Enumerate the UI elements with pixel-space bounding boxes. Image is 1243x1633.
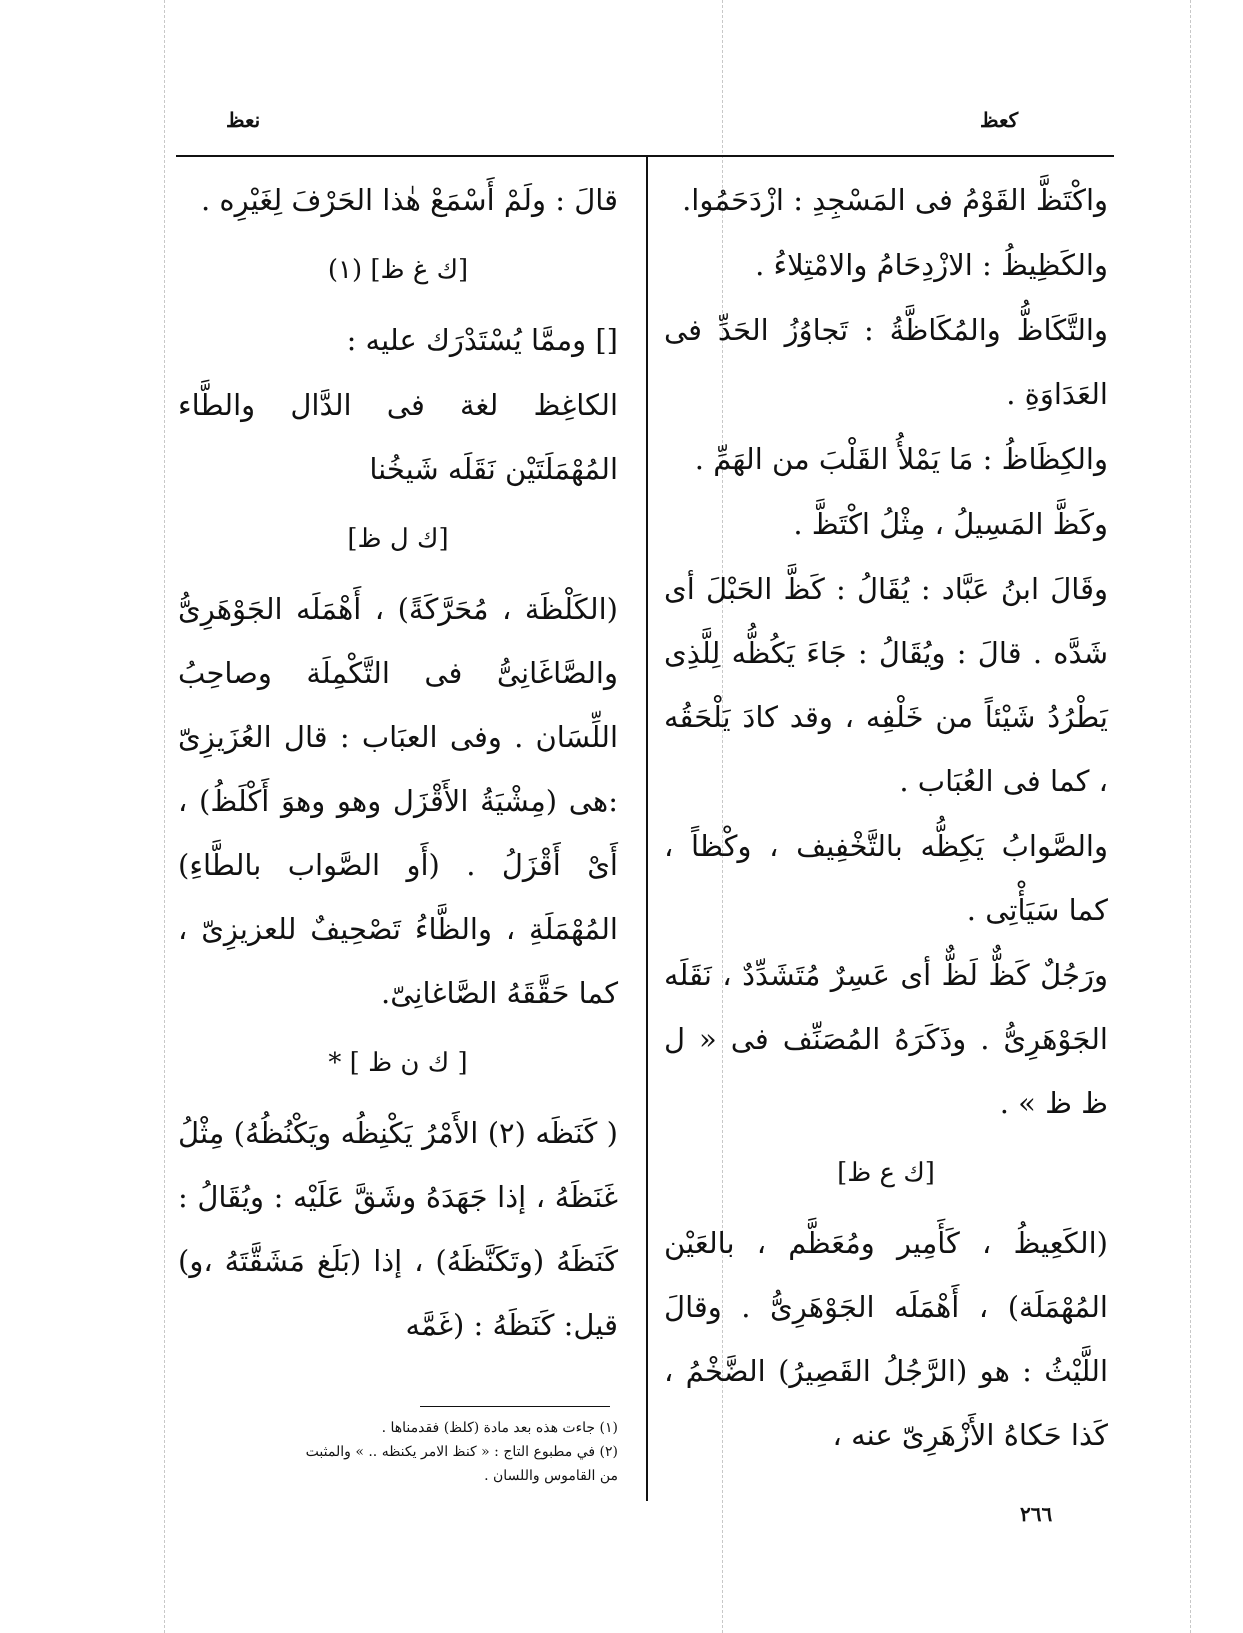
- page-number: ٢٦٦: [1020, 1502, 1053, 1526]
- paragraph: والكِظَاظُ : مَا يَمْلأُ القَلْبَ من الهَمِّ .: [694, 442, 1108, 476]
- footnote: (١) جاءت هذه بعد مادة (كلظ) فقدمناها .: [381, 1420, 618, 1436]
- paragraph: والتَّكَاظُّ والمُكَاظَّةُ : تَجاوُزُ الحَدِّ فى العَدَاوَةِ .: [664, 313, 1108, 411]
- footnotes: [300, 1416, 618, 1488]
- entry-heading: [ك غ ظ] (١): [327, 255, 469, 285]
- header-rule: [176, 155, 1114, 157]
- running-header-left: نعظ: [226, 108, 261, 132]
- paragraph: (الكَعِيظُ ، كَأَمِير ومُعَظَّم ، بالعَيْن المُهْمَلَة) ، أَهْمَلَه الجَوْهَرِىُّ . وقالَ اللَّيْثُ : هو (الرَّجُلُ القَصِيرُ) الضَّخْمُ ، كَذا حَكاهُ الأَزْهَرِىّ عنه ،: [664, 1226, 1108, 1452]
- right-column: [664, 168, 1108, 1468]
- footnote: (٢) في مطبوع التاج : « كنظ الامر يكنظه .. » والمثبت من القاموس واللسان .: [305, 1444, 618, 1484]
- entry-heading: [ ك ن ظ ] *: [328, 1048, 468, 1078]
- paragraph: وقَالَ ابنُ عَبَّاد : يُقَالُ : كَظَّ الحَبْلَ أى شَدَّه . قالَ : ويُقَالُ : جَاءَ يَكُظُّه لِلَّذِى يَطْرُدُ شَيْئاً من خَلْفِه ، وقد كادَ يَلْحَقُه ، كما فى العُبَاب .: [664, 572, 1108, 798]
- running-header-right: كعظ: [980, 108, 1019, 132]
- footnote-rule: [420, 1406, 610, 1407]
- paragraph: (الكَلْظَة ، مُحَرَّكَةً) ، أَهْمَلَه الجَوْهَرِىُّ والصَّاغَانِىُّ فى التَّكْمِلَة وصاحِبُ اللِّسَان . وفى العبَاب : قال العُزَيزِىّ :هى (مِشْيَةُ الأَقْزَل وهو وهوَ أَكْلَظُ) ، أَىْ أَقْزَلُ . (أَو الصَّواب بالطَّاءِ) المُهْمَلَةِ ، والظَّاءُ تَصْحِيفٌ للعزيزِىّ ، كما حَقَّقَهُ الصَّاغانِىّ.: [178, 592, 618, 1010]
- column-divider: [646, 156, 648, 1501]
- scan-line: [164, 0, 165, 1633]
- paragraph: ورَجُلٌ كَظٌّ لَظٌّ أى عَسِرٌ مُتَشَدِّدٌ ، نَقَلَه الجَوْهَرِىُّ . وذَكَرَهُ المُصَنِّف فى « ل ظ ظ » .: [664, 958, 1108, 1120]
- paragraph: ( كَنَظَه (٢) الأَمْرُ يَكْنِظُه ويَكْنُظُهُ) مِثْلُ غَنَظَهُ ، إذا جَهَدَهُ وشَقَّ عَلَيْه : ويُقَالُ : كَنَظَهُ (وتَكَنَّظَهُ) ، إذا (بَلَغ مَشَقَّتَهُ ،و) قيل: كَنَظَهُ : (غَمَّه: [178, 1116, 618, 1342]
- entry-heading: [ك ع ظ]: [837, 1158, 935, 1188]
- scan-line: [1190, 0, 1191, 1633]
- paragraph: واكْتَظَّ القَوْمُ فى المَسْجِدِ : ازْدَحَمُوا.: [682, 183, 1108, 217]
- paragraph: [] وممَّا يُسْتَدْرَك عليه :: [346, 323, 618, 357]
- paragraph: وكَظَّ المَسِيلُ ، مِثْلُ اكْتَظَّ .: [793, 507, 1108, 541]
- entry-heading: [ك ل ظ]: [347, 524, 449, 554]
- paragraph: والكَظِيظُ : الازْدِحَامُ والامْتِلاءُ .: [755, 248, 1108, 282]
- paragraph: والصَّوابُ يَكِظُّه بالتَّخْفِيف ، وكْظاً ، كما سَيَأْتِى .: [664, 829, 1108, 927]
- paragraph: قالَ : ولَمْ أَسْمَعْ هٰذا الحَرْفَ لِغَيْرِه .: [200, 183, 618, 217]
- paragraph: الكاغِظ لغة فى الدَّال والطَّاء المُهْمَلَتَيْن نَقَلَه شَيخُنا: [178, 388, 618, 486]
- left-column: [178, 168, 618, 1358]
